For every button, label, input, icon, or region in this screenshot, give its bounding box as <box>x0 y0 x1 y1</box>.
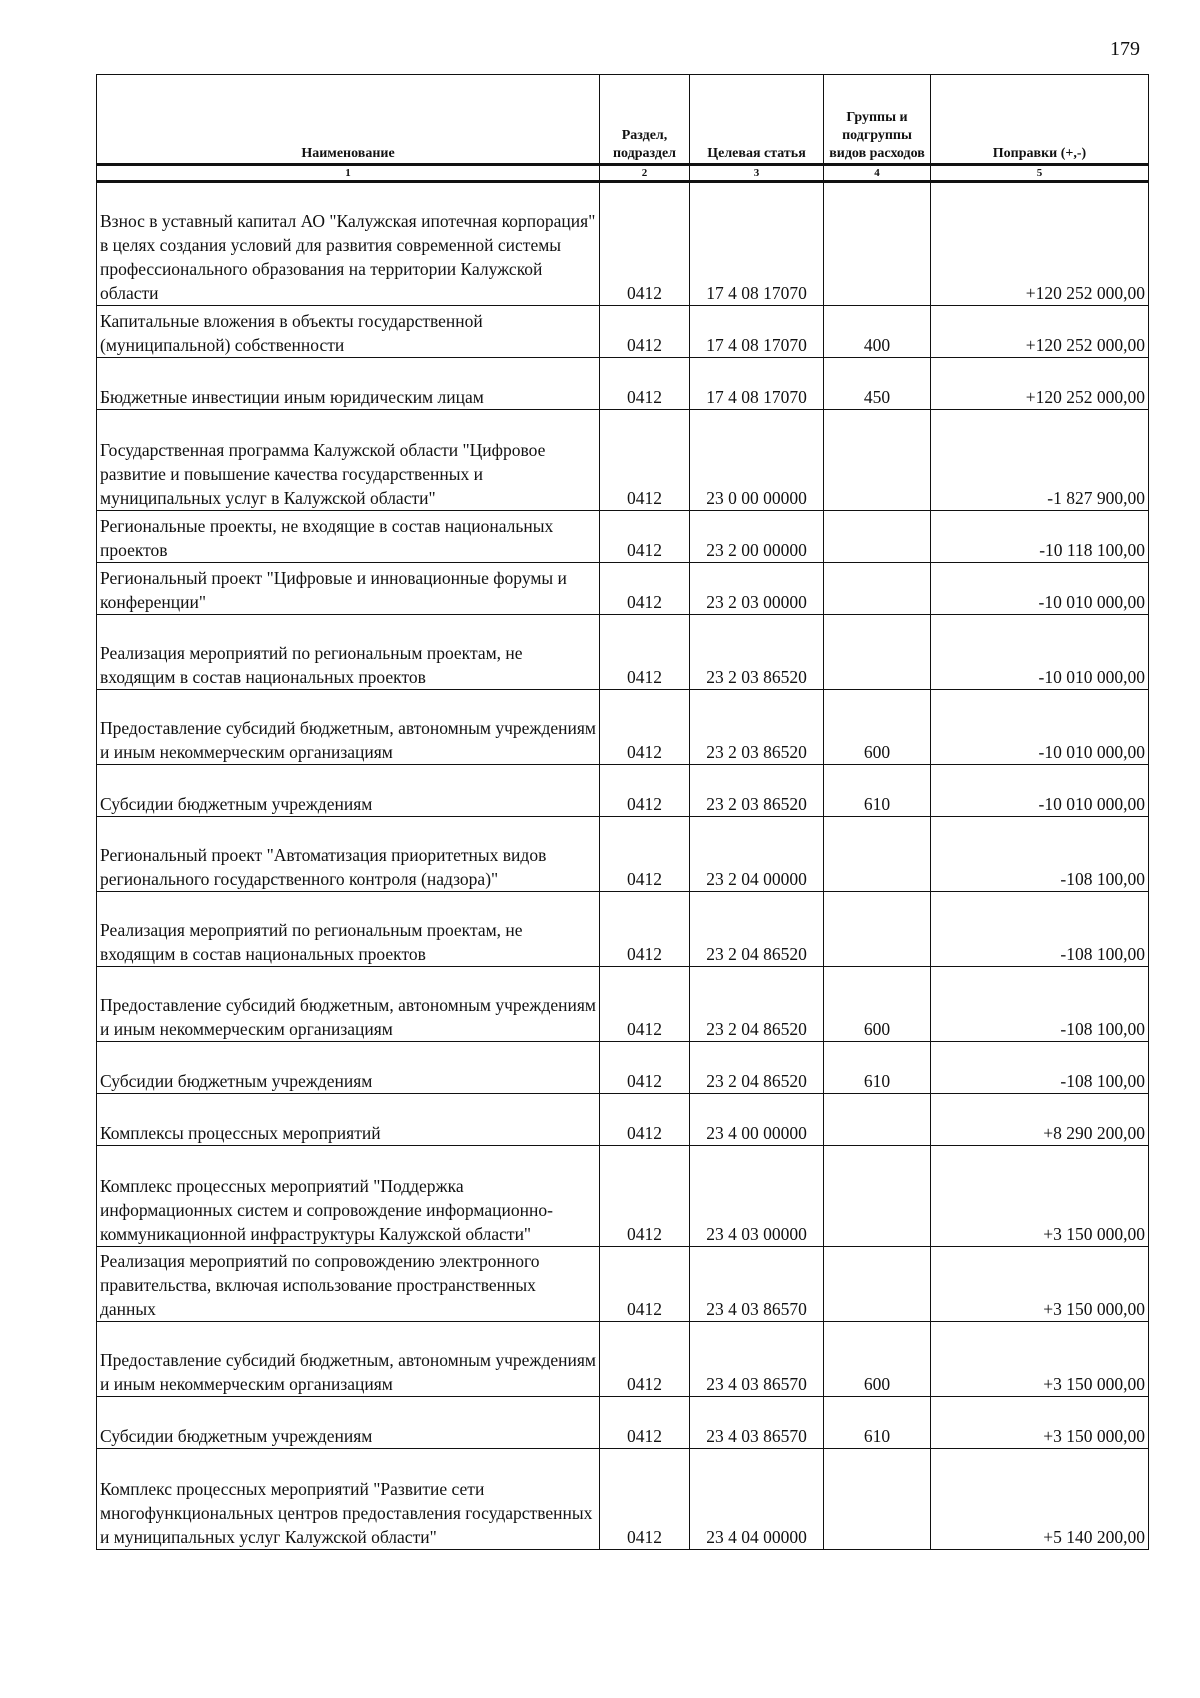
row-section: 0412 <box>600 410 690 511</box>
table-row <box>97 1449 1149 1550</box>
row-amount: -10 010 000,00 <box>931 615 1149 690</box>
row-name: Региональный проект "Цифровые и инновационные форумы и конференции" <box>97 563 600 615</box>
row-group: 600 <box>824 1322 931 1397</box>
row-group <box>824 410 931 511</box>
table-row <box>97 1146 1149 1247</box>
row-name: Комплексы процессных мероприятий <box>97 1094 600 1146</box>
row-name: Взнос в уставный капитал АО "Калужская ипотечная корпорация" в целях создания условий для развития современной системы профессионального образования на территории Калужской области <box>97 182 600 306</box>
table-row <box>97 1247 1149 1322</box>
row-name: Региональные проекты, не входящие в состав национальных проектов <box>97 511 600 563</box>
row-section: 0412 <box>600 182 690 306</box>
row-section: 0412 <box>600 892 690 967</box>
budget-table <box>96 74 1149 1550</box>
row-section: 0412 <box>600 690 690 765</box>
row-group <box>824 817 931 892</box>
row-amount: -108 100,00 <box>931 967 1149 1042</box>
row-group: 400 <box>824 306 931 358</box>
row-section: 0412 <box>600 1094 690 1146</box>
row-article: 17 4 08 17070 <box>690 306 824 358</box>
row-section: 0412 <box>600 306 690 358</box>
row-amount: +3 150 000,00 <box>931 1146 1149 1247</box>
row-section: 0412 <box>600 817 690 892</box>
row-amount: -1 827 900,00 <box>931 410 1149 511</box>
row-amount: +120 252 000,00 <box>931 182 1149 306</box>
row-amount: -10 010 000,00 <box>931 765 1149 817</box>
table-row <box>97 967 1149 1042</box>
row-name: Капитальные вложения в объекты государственной (муниципальной) собственности <box>97 306 600 358</box>
row-group <box>824 563 931 615</box>
row-article: 23 2 04 00000 <box>690 817 824 892</box>
row-name: Субсидии бюджетным учреждениям <box>97 765 600 817</box>
row-article: 17 4 08 17070 <box>690 358 824 410</box>
table-row <box>97 1042 1149 1094</box>
row-article: 23 2 00 00000 <box>690 511 824 563</box>
column-number: 3 <box>690 165 824 182</box>
row-amount: +3 150 000,00 <box>931 1247 1149 1322</box>
row-article: 23 2 04 86520 <box>690 967 824 1042</box>
table-row <box>97 1322 1149 1397</box>
table-row <box>97 511 1149 563</box>
row-amount: +3 150 000,00 <box>931 1397 1149 1449</box>
table-row <box>97 306 1149 358</box>
row-article: 23 4 04 00000 <box>690 1449 824 1550</box>
table-row <box>97 1397 1149 1449</box>
row-name: Субсидии бюджетным учреждениям <box>97 1042 600 1094</box>
row-section: 0412 <box>600 358 690 410</box>
row-group: 600 <box>824 967 931 1042</box>
row-article: 23 2 03 86520 <box>690 690 824 765</box>
table-row <box>97 358 1149 410</box>
row-group: 450 <box>824 358 931 410</box>
row-group: 600 <box>824 690 931 765</box>
row-group <box>824 511 931 563</box>
header-article: Целевая статья <box>690 75 824 165</box>
row-name: Предоставление субсидий бюджетным, автономным учреждениям и иным некоммерческим организациям <box>97 967 600 1042</box>
row-amount: -108 100,00 <box>931 1042 1149 1094</box>
row-section: 0412 <box>600 1247 690 1322</box>
row-name: Комплекс процессных мероприятий "Поддержка информационных систем и сопровождение информационно-коммуникационной инфраструктуры Калужской области" <box>97 1146 600 1247</box>
row-name: Государственная программа Калужской области "Цифровое развитие и повышение качества государственных и муниципальных услуг в Калужской области" <box>97 410 600 511</box>
row-section: 0412 <box>600 1397 690 1449</box>
row-amount: -108 100,00 <box>931 817 1149 892</box>
header-amount: Поправки (+,-) <box>931 75 1149 165</box>
row-article: 17 4 08 17070 <box>690 182 824 306</box>
row-amount: +3 150 000,00 <box>931 1322 1149 1397</box>
row-group <box>824 182 931 306</box>
row-group <box>824 892 931 967</box>
column-number: 1 <box>97 165 600 182</box>
column-number: 5 <box>931 165 1149 182</box>
row-name: Реализация мероприятий по региональным проектам, не входящим в состав национальных проектов <box>97 615 600 690</box>
row-section: 0412 <box>600 563 690 615</box>
row-article: 23 0 00 00000 <box>690 410 824 511</box>
table-row <box>97 182 1149 306</box>
row-amount: +8 290 200,00 <box>931 1094 1149 1146</box>
row-name: Комплекс процессных мероприятий "Развитие сети многофункциональных центров предоставления государственных и муниципальных услуг Калужской области" <box>97 1449 600 1550</box>
row-amount: -10 010 000,00 <box>931 563 1149 615</box>
row-article: 23 4 03 00000 <box>690 1146 824 1247</box>
row-name: Предоставление субсидий бюджетным, автономным учреждениям и иным некоммерческим организациям <box>97 1322 600 1397</box>
row-amount: +5 140 200,00 <box>931 1449 1149 1550</box>
row-name: Реализация мероприятий по региональным проектам, не входящим в состав национальных проектов <box>97 892 600 967</box>
row-group: 610 <box>824 1042 931 1094</box>
table-row <box>97 410 1149 511</box>
row-article: 23 2 04 86520 <box>690 1042 824 1094</box>
column-number-row <box>97 165 1149 182</box>
row-amount: +120 252 000,00 <box>931 358 1149 410</box>
row-name: Предоставление субсидий бюджетным, автономным учреждениям и иным некоммерческим организациям <box>97 690 600 765</box>
row-article: 23 2 03 00000 <box>690 563 824 615</box>
table-row <box>97 563 1149 615</box>
row-article: 23 2 03 86520 <box>690 765 824 817</box>
row-article: 23 2 03 86520 <box>690 615 824 690</box>
table-row <box>97 892 1149 967</box>
row-article: 23 4 00 00000 <box>690 1094 824 1146</box>
row-group <box>824 1449 931 1550</box>
row-amount: +120 252 000,00 <box>931 306 1149 358</box>
header-name: Наименование <box>97 75 600 165</box>
row-group <box>824 1094 931 1146</box>
row-amount: -108 100,00 <box>931 892 1149 967</box>
table-row <box>97 615 1149 690</box>
column-number: 4 <box>824 165 931 182</box>
column-number: 2 <box>600 165 690 182</box>
row-group: 610 <box>824 765 931 817</box>
row-section: 0412 <box>600 967 690 1042</box>
row-amount: -10 010 000,00 <box>931 690 1149 765</box>
row-group: 610 <box>824 1397 931 1449</box>
row-article: 23 4 03 86570 <box>690 1397 824 1449</box>
row-article: 23 2 04 86520 <box>690 892 824 967</box>
row-section: 0412 <box>600 1322 690 1397</box>
table-row <box>97 765 1149 817</box>
table-row <box>97 817 1149 892</box>
row-section: 0412 <box>600 1449 690 1550</box>
table-header-row <box>97 75 1149 165</box>
row-group <box>824 615 931 690</box>
header-group: Группы и подгруппы видов расходов <box>824 75 931 165</box>
row-group <box>824 1247 931 1322</box>
row-name: Региональный проект "Автоматизация приоритетных видов регионального государственного контроля (надзора)" <box>97 817 600 892</box>
row-article: 23 4 03 86570 <box>690 1247 824 1322</box>
page-number: 179 <box>1110 38 1140 60</box>
header-section: Раздел, подраздел <box>600 75 690 165</box>
row-name: Субсидии бюджетным учреждениям <box>97 1397 600 1449</box>
row-section: 0412 <box>600 615 690 690</box>
row-section: 0412 <box>600 765 690 817</box>
row-group <box>824 1146 931 1247</box>
row-name: Бюджетные инвестиции иным юридическим лицам <box>97 358 600 410</box>
row-section: 0412 <box>600 511 690 563</box>
row-article: 23 4 03 86570 <box>690 1322 824 1397</box>
row-section: 0412 <box>600 1042 690 1094</box>
table-row <box>97 1094 1149 1146</box>
row-section: 0412 <box>600 1146 690 1247</box>
row-name: Реализация мероприятий по сопровождению электронного правительства, включая использование пространственных данных <box>97 1247 600 1322</box>
table-row <box>97 690 1149 765</box>
row-amount: -10 118 100,00 <box>931 511 1149 563</box>
